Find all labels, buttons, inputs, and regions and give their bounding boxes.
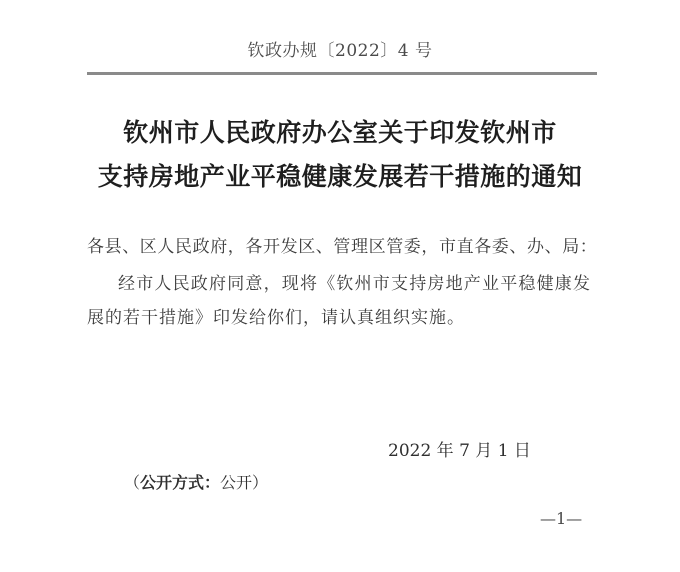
- issue-date: 2022 年 7 月 1 日: [388, 441, 531, 461]
- body-paragraph-line-1: 经市人民政府同意，现将《钦州市支持房地产业平稳健康发: [118, 274, 592, 294]
- disclosure-open-paren: （: [124, 473, 141, 492]
- body-paragraph-line-2: 展的若干措施》印发给你们，请认真组织实施。: [87, 308, 465, 328]
- document-title-line-2: 支持房地产业平稳健康发展若干措施的通知: [97, 162, 583, 191]
- disclosure-close-paren: ）: [252, 473, 269, 492]
- document-number: 钦政办规〔2022〕4 号: [247, 41, 433, 61]
- page-number: —1—: [540, 509, 583, 528]
- document-title-line-1: 钦州市人民政府办公室关于印发钦州市: [123, 118, 557, 147]
- salutation: 各县、区人民政府，各开发区、管理区管委，市直各委、办、局：: [87, 237, 598, 257]
- disclosure-value: 公开: [220, 473, 253, 492]
- disclosure-method: [124, 470, 268, 493]
- disclosure-label: 公开方式：: [140, 473, 221, 492]
- header-divider: [87, 72, 597, 75]
